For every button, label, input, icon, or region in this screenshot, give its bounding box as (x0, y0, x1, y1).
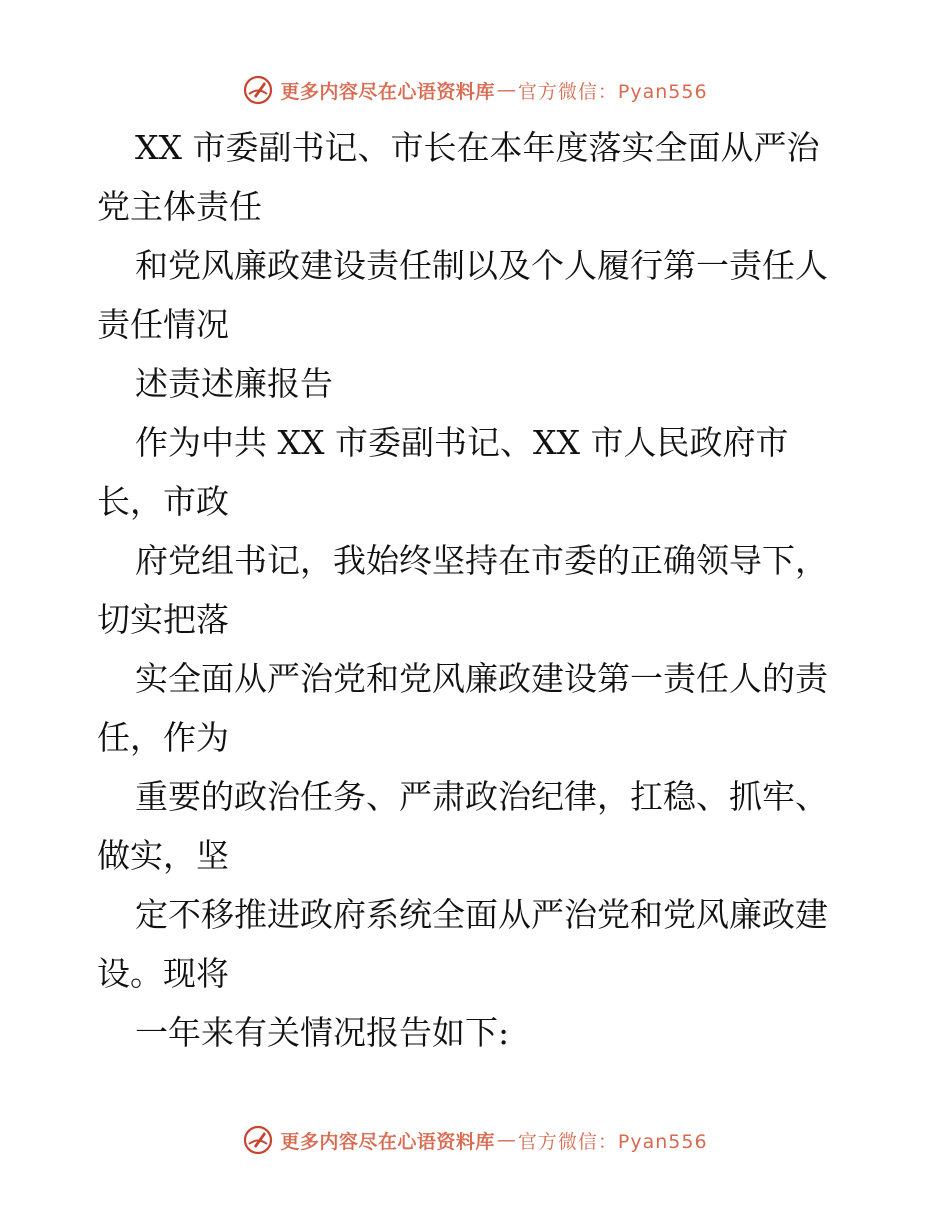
text-line: 实全面从严治党和党风廉政建设第一责任人的责 (135, 659, 828, 698)
watermark-sub-text: 官方微信：Pyan556 (517, 80, 708, 103)
text-line: 述责述廉报告 (135, 364, 333, 403)
header-watermark (0, 70, 950, 110)
watermark-main-text: 更多内容尽在心语资料库 (280, 80, 495, 103)
book-pen-logo-icon (242, 1124, 274, 1156)
book-pen-logo-icon (242, 74, 274, 106)
watermark-dash: — (496, 1129, 516, 1151)
text-line: XX 市委副书记、市长在本年度落实全面从严治 (135, 128, 820, 167)
text-line: 作为中共 XX 市委副书记、XX 市人民政府市 (135, 423, 789, 462)
text-line: 重要的政治任务、严肃政治纪律，扛稳、抓牢、 (135, 777, 828, 816)
text-line: 责任情况 (97, 305, 229, 344)
text-line: 一年来有关情况报告如下: (135, 1013, 510, 1052)
text-line: 任，作为 (97, 718, 229, 757)
watermark-dash: — (496, 79, 516, 101)
text-line: 做实，坚 (97, 836, 229, 875)
text-line: 党主体责任 (97, 187, 262, 226)
document-body (97, 118, 857, 1062)
watermark-sub-text: 官方微信：Pyan556 (517, 1130, 708, 1153)
text-line: 和党风廉政建设责任制以及个人履行第一责任人 (135, 246, 828, 285)
text-line: 府党组书记，我始终坚持在市委的正确领导下， (135, 541, 828, 580)
footer-watermark (0, 1120, 950, 1160)
text-line: 切实把落 (97, 600, 229, 639)
text-line: 长，市政 (97, 482, 229, 521)
text-line: 定不移推进政府系统全面从严治党和党风廉政建 (135, 895, 828, 934)
text-line: 设。现将 (97, 954, 229, 993)
watermark-main-text: 更多内容尽在心语资料库 (280, 1130, 495, 1153)
